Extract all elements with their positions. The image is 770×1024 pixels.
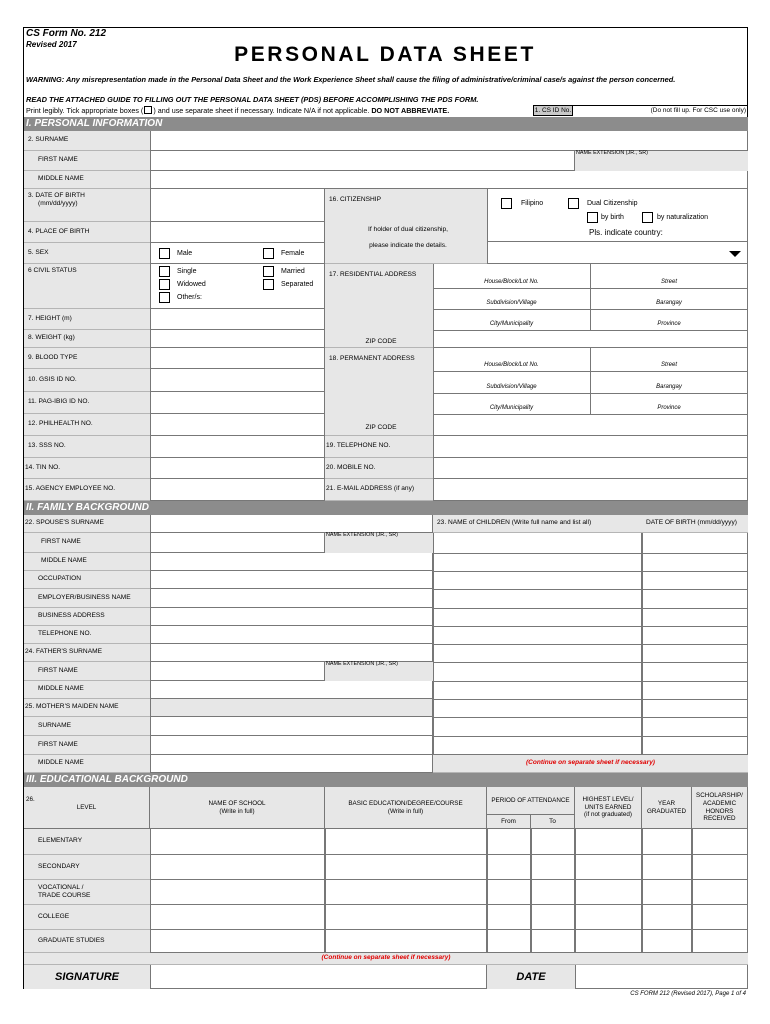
section-educational-background: III. EDUCATIONAL BACKGROUND: [24, 773, 748, 787]
widowed-checkbox[interactable]: [159, 279, 170, 290]
middle-name-field[interactable]: [150, 171, 748, 189]
female-label: Female: [281, 250, 305, 257]
education-level-label: ELEMENTARY: [24, 829, 150, 855]
father-middle-name-field[interactable]: [150, 681, 433, 699]
residential-address-label-area: [325, 264, 433, 348]
education-cell[interactable]: [575, 880, 642, 905]
mother-first-name-label: FIRST NAME: [24, 736, 150, 755]
education-cell[interactable]: [325, 905, 487, 930]
period-header: PERIOD OF ATTENDANCE: [487, 787, 575, 815]
education-cell[interactable]: [642, 905, 692, 930]
weight-field[interactable]: [150, 330, 325, 348]
business-address-field[interactable]: [150, 608, 433, 626]
form-number: CS Form No. 212: [26, 28, 107, 39]
education-cell[interactable]: [692, 930, 748, 953]
first-name-field[interactable]: [150, 151, 575, 171]
spouse-name-extension-label: NAME EXTENSION (JR., SR): [325, 533, 433, 553]
dual-citizenship-checkbox[interactable]: [568, 198, 579, 209]
city-caption: City/Municipality: [489, 405, 534, 411]
children-dob-header: DATE OF BIRTH (mm/dd/yyyy): [642, 515, 748, 533]
education-cell[interactable]: [150, 905, 325, 930]
married-label: Married: [281, 268, 305, 275]
name-extension-label: NAME EXTENSION (JR., SR): [575, 151, 748, 171]
honors-header: SCHOLARSHIP/ ACADEMIC HONORS RECEIVED: [692, 787, 748, 829]
province-caption: Province: [657, 321, 681, 327]
first-name-label: FIRST NAME: [24, 151, 150, 171]
employer-field[interactable]: [150, 589, 433, 608]
divider: [433, 717, 748, 718]
father-first-name-field[interactable]: [150, 662, 325, 681]
mother-middle-name-field[interactable]: [150, 755, 433, 773]
spouse-telephone-field[interactable]: [150, 626, 433, 644]
education-cell[interactable]: [487, 880, 531, 905]
tin-label: 14. TIN NO.: [24, 458, 150, 479]
occupation-field[interactable]: [150, 571, 433, 589]
by-naturalization-checkbox[interactable]: [642, 212, 653, 223]
to-header: To: [531, 815, 575, 829]
education-cell[interactable]: [531, 880, 575, 905]
divider: [433, 736, 748, 737]
divider: [433, 330, 748, 331]
spouse-middle-name-field[interactable]: [150, 553, 433, 571]
sss-label: 13. SSS NO.: [24, 436, 150, 458]
mother-maiden-field: [150, 699, 433, 717]
residential-address-label: 17. RESIDENTIAL ADDRESS: [329, 271, 417, 278]
spouse-first-name-label: FIRST NAME: [24, 533, 150, 553]
separated-label: Separated: [281, 281, 314, 288]
blood-type-label: 9. BLOOD TYPE: [24, 348, 150, 369]
date-field[interactable]: [575, 965, 748, 989]
date-label: DATE: [487, 965, 575, 989]
mother-middle-name-label: MIDDLE NAME: [24, 755, 150, 773]
page-footer: CS FORM 212 (Revised 2017), Page 1 of 4: [630, 991, 746, 997]
employer-label: EMPLOYER/BUSINESS NAME: [24, 589, 150, 608]
single-checkbox[interactable]: [159, 266, 170, 277]
residential-zip-label: ZIP CODE: [365, 338, 397, 346]
education-cell[interactable]: [531, 855, 575, 880]
barangay-caption: Barangay: [656, 384, 682, 390]
education-cell[interactable]: [642, 829, 692, 855]
education-cell[interactable]: [575, 855, 642, 880]
dual-note-2: please indicate the details.: [369, 242, 447, 250]
civil-status-label: 6 CIVIL STATUS: [24, 264, 150, 309]
male-label: Male: [177, 250, 193, 257]
spouse-surname-field[interactable]: [150, 515, 433, 533]
divider: [433, 553, 748, 554]
cs-id-note: (Do not fill up. For CSC use only): [573, 105, 748, 116]
subdivision-caption: Subdivision/Village: [486, 384, 537, 390]
divider: [433, 644, 748, 645]
date-of-birth-label: 3. DATE OF BIRTH (mm/dd/yyyy): [24, 189, 150, 222]
mother-first-name-field[interactable]: [150, 736, 433, 755]
barangay-caption: Barangay: [656, 300, 682, 306]
revision-label: Revised 2017: [26, 40, 77, 49]
education-cell[interactable]: [692, 829, 748, 855]
education-cell[interactable]: [692, 855, 748, 880]
education-level-label: COLLEGE: [24, 905, 150, 930]
father-surname-field[interactable]: [150, 644, 433, 662]
education-cell[interactable]: [487, 855, 531, 880]
father-middle-name-label: MIDDLE NAME: [24, 681, 150, 699]
divider: [433, 608, 748, 609]
spouse-middle-name-label: MIDDLE NAME: [24, 553, 150, 571]
mother-surname-field[interactable]: [150, 717, 433, 736]
divider: [433, 626, 748, 627]
education-cell[interactable]: [642, 930, 692, 953]
philhealth-field[interactable]: [150, 414, 325, 436]
city-caption: City/Municipality: [489, 321, 534, 327]
education-continue-row: [24, 953, 748, 965]
place-of-birth-label: 4. PLACE OF BIRTH: [24, 222, 150, 243]
divider: [433, 699, 748, 700]
country-dropdown[interactable]: [487, 242, 748, 264]
education-level-label: GRADUATE STUDIES: [24, 930, 150, 953]
education-cell[interactable]: [531, 905, 575, 930]
education-cell[interactable]: [575, 829, 642, 855]
by-birth-label: by birth: [601, 214, 624, 221]
education-cell[interactable]: [575, 930, 642, 953]
spouse-telephone-label: TELEPHONE NO.: [24, 626, 150, 644]
signature-label: SIGNATURE: [24, 965, 150, 989]
agency-employee-label: 15. AGENCY EMPLOYEE NO.: [24, 479, 150, 501]
house-caption: House/Block/Lot No.: [484, 279, 539, 285]
divider: [433, 571, 748, 572]
married-checkbox[interactable]: [263, 266, 274, 277]
mobile-label: 20. MOBILE NO.: [325, 458, 433, 479]
philhealth-label: 12. PHILHEALTH NO.: [24, 414, 150, 436]
permanent-zip-label: ZIP CODE: [365, 424, 397, 432]
education-cell[interactable]: [575, 905, 642, 930]
guide-instruction: READ THE ATTACHED GUIDE TO FILLING OUT THE PERSONAL DATA SHEET (PDS) BEFORE ACCOMPLISHING THE PDS FORM.: [26, 95, 479, 104]
mobile-field[interactable]: [433, 458, 748, 479]
dual-note-1: If holder of dual citizenship,: [368, 226, 448, 234]
units-header: HIGHEST LEVEL/ UNITS EARNED (if not graduated): [575, 787, 642, 829]
others-checkbox[interactable]: [159, 292, 170, 303]
middle-name-label: MIDDLE NAME: [24, 171, 150, 189]
pagibig-field[interactable]: [150, 392, 325, 414]
agency-employee-field[interactable]: [150, 479, 325, 501]
children-header: 23. NAME of CHILDREN (Write full name and list all): [433, 515, 642, 533]
education-continue-note: (Continue on separate sheet if necessary): [321, 954, 451, 962]
dual-citizenship-label: Dual Citizenship: [587, 200, 638, 207]
education-cell[interactable]: [531, 930, 575, 953]
weight-label: 8. WEIGHT (kg): [24, 330, 150, 348]
education-cell[interactable]: [692, 905, 748, 930]
course-header: BASIC EDUCATION/DEGREE/COURSE (Write in full): [325, 787, 487, 829]
mother-maiden-label: 25. MOTHER'S MAIDEN NAME: [24, 699, 150, 717]
permanent-address-label-area: [325, 348, 433, 436]
education-level-label: SECONDARY: [24, 855, 150, 880]
gsis-label: 10. GSIS ID NO.: [24, 369, 150, 392]
education-cell[interactable]: [150, 880, 325, 905]
place-of-birth-field[interactable]: [150, 222, 325, 243]
father-surname-label: 24. FATHER'S SURNAME: [24, 644, 150, 662]
signature-field[interactable]: [150, 965, 487, 989]
education-cell[interactable]: [692, 880, 748, 905]
children-continue-note: (Continue on separate sheet if necessary): [526, 759, 655, 767]
filipino-checkbox[interactable]: [501, 198, 512, 209]
education-cell[interactable]: [150, 829, 325, 855]
gsis-field[interactable]: [150, 369, 325, 392]
from-header: From: [487, 815, 531, 829]
caret-down-icon[interactable]: [729, 251, 741, 257]
separated-checkbox[interactable]: [263, 279, 274, 290]
telephone-field[interactable]: [433, 436, 748, 458]
section-personal-information: I. PERSONAL INFORMATION: [24, 117, 748, 131]
by-birth-checkbox[interactable]: [587, 212, 598, 223]
education-cell[interactable]: [642, 880, 692, 905]
telephone-label: 19. TELEPHONE NO.: [325, 436, 433, 458]
education-cell[interactable]: [150, 930, 325, 953]
surname-label: 2. SURNAME: [24, 131, 150, 151]
print-instruction: Print legibly. Tick appropriate boxes ( ) and use separate sheet if necessary. Indicate N/A if not applicable. DO NOT ABBREVIATE.: [26, 106, 450, 115]
school-header: NAME OF SCHOOL (Write in full): [150, 787, 325, 829]
cs-id-label: 1. CS ID No.: [534, 107, 572, 114]
citizenship-label-area: [325, 189, 487, 264]
father-name-extension-label: NAME EXTENSION (JR., SR): [325, 662, 433, 681]
divider: [433, 414, 748, 415]
education-cell[interactable]: [325, 880, 487, 905]
citizenship-label: 16. CITIZENSHIP: [329, 196, 382, 203]
sss-field[interactable]: [150, 436, 325, 458]
education-cell[interactable]: [487, 930, 531, 953]
level-header: 26. LEVEL: [24, 787, 150, 829]
others-label: Other/s:: [177, 294, 202, 301]
street-caption: Street: [660, 362, 677, 368]
year-graduated-header: YEAR GRADUATED: [642, 787, 692, 829]
warning-text: WARNING: Any misrepresentation made in the Personal Data Sheet and the Work Experience Sheet shall cause the filing of administrative/criminal case/s against the person concerned.: [26, 75, 676, 84]
by-naturalization-label: by naturalization: [657, 214, 708, 221]
spouse-first-name-field[interactable]: [150, 533, 325, 553]
education-cell[interactable]: [325, 930, 487, 953]
father-first-name-label: FIRST NAME: [24, 662, 150, 681]
filipino-label: Filipino: [521, 200, 544, 207]
blood-type-field[interactable]: [150, 348, 325, 369]
divider: [433, 681, 748, 682]
email-label: 21. E-MAIL ADDRESS (if any): [325, 479, 433, 501]
business-address-label: BUSINESS ADDRESS: [24, 608, 150, 626]
province-caption: Province: [657, 405, 681, 411]
date-of-birth-field[interactable]: [150, 189, 325, 222]
divider: [433, 662, 748, 663]
subdivision-caption: Subdivision/Village: [486, 300, 537, 306]
male-checkbox[interactable]: [159, 248, 170, 259]
children-continue-row: [433, 755, 748, 773]
height-label: 7. HEIGHT (m): [24, 309, 150, 330]
height-field[interactable]: [150, 309, 325, 330]
widowed-label: Widowed: [177, 281, 206, 288]
page-title: PERSONAL DATA SHEET: [234, 43, 536, 66]
house-caption: House/Block/Lot No.: [484, 362, 539, 368]
sex-label: 5. SEX: [24, 243, 150, 264]
education-cell[interactable]: [487, 829, 531, 855]
divider: [433, 589, 748, 590]
street-caption: Street: [660, 279, 677, 285]
education-cell[interactable]: [325, 855, 487, 880]
pagibig-label: 11. PAG-IBIG ID NO.: [24, 392, 150, 414]
occupation-label: OCCUPATION: [24, 571, 150, 589]
education-cell[interactable]: [487, 905, 531, 930]
permanent-address-label: 18. PERMANENT ADDRESS: [329, 355, 415, 362]
single-label: Single: [177, 268, 197, 275]
education-cell[interactable]: [531, 829, 575, 855]
indicate-country-label: Pls. indicate country:: [589, 228, 663, 237]
female-checkbox[interactable]: [263, 248, 274, 259]
education-cell[interactable]: [642, 855, 692, 880]
education-cell[interactable]: [325, 829, 487, 855]
education-level-label: VOCATIONAL / TRADE COURSE: [24, 880, 150, 905]
surname-field[interactable]: [150, 131, 748, 151]
section-family-background: II. FAMILY BACKGROUND: [24, 501, 748, 515]
email-field[interactable]: [433, 479, 748, 501]
tin-field[interactable]: [150, 458, 325, 479]
tick-box-sample: [144, 106, 152, 114]
education-cell[interactable]: [150, 855, 325, 880]
mother-surname-label: SURNAME: [24, 717, 150, 736]
spouse-surname-label: 22. SPOUSE'S SURNAME: [24, 515, 150, 533]
